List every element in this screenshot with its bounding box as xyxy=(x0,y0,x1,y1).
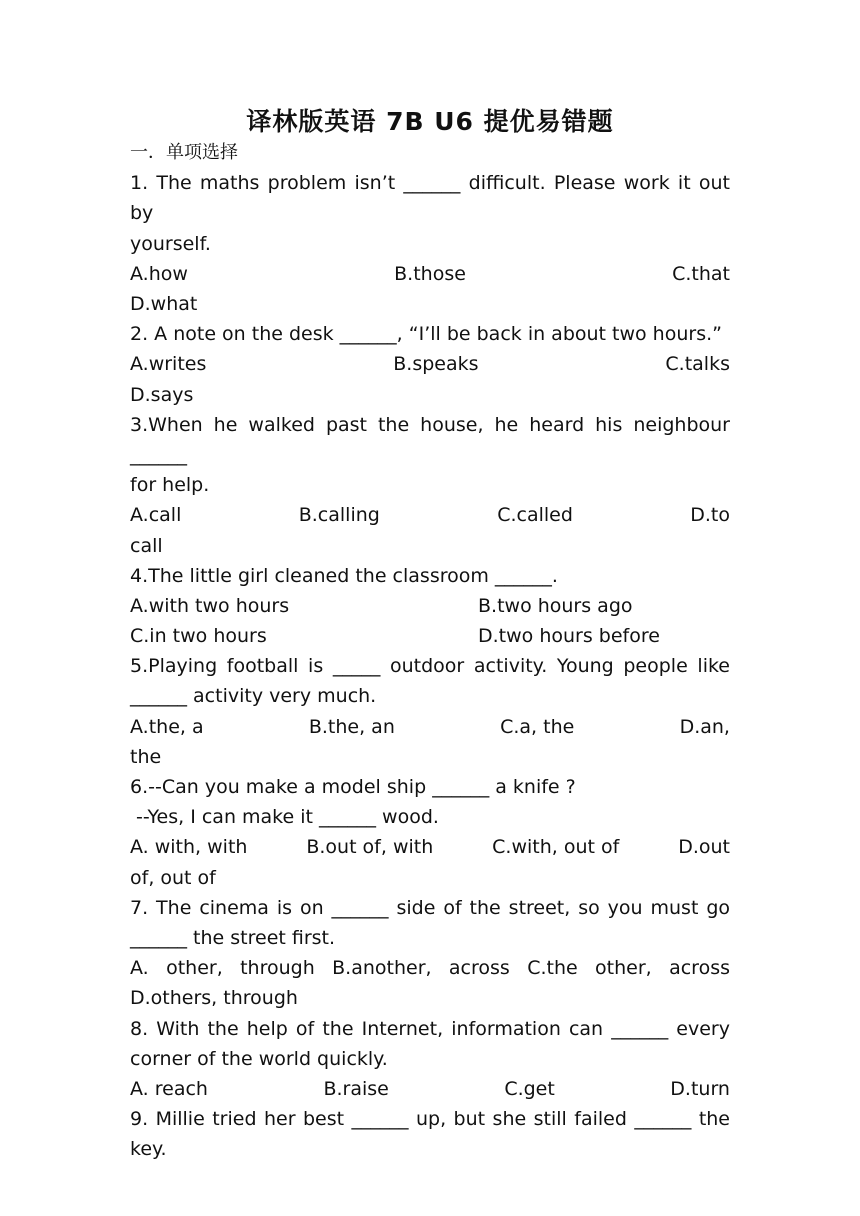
option-d: D.says xyxy=(130,383,194,406)
option-c: C.talks xyxy=(665,353,730,376)
question-text: ______ activity very much. xyxy=(130,685,377,708)
question-text: 1. The maths problem isn’t ______ difficult. Please work it out by xyxy=(130,172,730,225)
question-text: --Yes, I can make it ______ wood. xyxy=(136,806,439,829)
option-a: A.call xyxy=(130,504,182,527)
option-d: D.others, through xyxy=(130,987,298,1010)
option-b: B.speaks xyxy=(393,353,479,376)
question-5 xyxy=(130,651,730,772)
option-d: D.two hours before xyxy=(478,625,660,648)
question-text: yourself. xyxy=(130,232,211,255)
option-a: A. reach xyxy=(130,1077,208,1100)
page-title: 译林版英语 7B U6 提优易错题 xyxy=(246,107,614,136)
option-d-continued: the xyxy=(130,745,162,768)
question-text: corner of the world quickly. xyxy=(130,1047,388,1070)
option-b: B.calling xyxy=(298,504,380,527)
question-text: 7. The cinema is on ______ side of the street, so you must go xyxy=(130,896,730,919)
option-a: A.writes xyxy=(130,353,207,376)
question-text: 8. With the help of the Internet, information can ______ every xyxy=(130,1017,730,1040)
options-row: A. other, through B.another, across C.the other, across xyxy=(130,957,730,980)
question-4 xyxy=(130,561,730,652)
question-8 xyxy=(130,1014,730,1105)
option-d: D.what xyxy=(130,292,198,315)
option-b: B.two hours ago xyxy=(478,594,633,617)
option-a: A. with, with xyxy=(130,836,248,859)
question-text: 9. Millie tried her best ______ up, but she still failed ______ the xyxy=(130,1108,730,1131)
option-b: B.those xyxy=(394,262,466,285)
question-text: for help. xyxy=(130,474,210,497)
options-row xyxy=(130,591,730,621)
option-d: D.turn xyxy=(670,1077,730,1100)
option-c: C.that xyxy=(672,262,730,285)
option-a: A.how xyxy=(130,262,188,285)
question-text: 5.Playing football is _____ outdoor activity. Young people like xyxy=(130,655,730,678)
question-text: 4.The little girl cleaned the classroom ______. xyxy=(130,564,558,587)
exercise-body xyxy=(130,138,730,1165)
option-b: B.out of, with xyxy=(306,836,434,859)
option-c: C.a, the xyxy=(500,715,575,738)
option-c: C.with, out of xyxy=(492,836,620,859)
question-text: 3.When he walked past the house, he heard his neighbour ______ xyxy=(130,413,730,466)
options-row xyxy=(130,712,730,742)
option-c: C.in two hours xyxy=(130,625,267,648)
options-row xyxy=(130,500,730,530)
options-row xyxy=(130,259,730,289)
question-3 xyxy=(130,410,730,561)
question-6 xyxy=(130,772,730,893)
options-row xyxy=(130,621,730,651)
question-text: 6.--Can you make a model ship ______ a knife ? xyxy=(130,776,576,799)
option-d: D.out xyxy=(678,836,730,859)
question-9 xyxy=(130,1104,730,1164)
question-text: key. xyxy=(130,1138,167,1161)
section-heading: 一．单项选择 xyxy=(130,142,238,163)
options-row xyxy=(130,1074,730,1104)
option-c: C.called xyxy=(497,504,573,527)
options-row xyxy=(130,349,730,379)
option-d-continued: of, out of xyxy=(130,866,216,889)
option-b: B.the, an xyxy=(308,715,395,738)
question-2 xyxy=(130,319,730,410)
options-row xyxy=(130,832,730,862)
question-text: 2. A note on the desk ______, “I’ll be back in about two hours.” xyxy=(130,323,722,346)
question-text: ______ the street first. xyxy=(130,926,336,949)
option-d: D.an, xyxy=(679,715,730,738)
question-7 xyxy=(130,893,730,1014)
option-d: D.to xyxy=(690,504,730,527)
option-a: A.with two hours xyxy=(130,594,290,617)
question-1 xyxy=(130,168,730,319)
option-d-continued: call xyxy=(130,534,163,557)
option-a: A.the, a xyxy=(130,715,204,738)
option-b: B.raise xyxy=(323,1077,389,1100)
option-c: C.get xyxy=(504,1077,555,1100)
